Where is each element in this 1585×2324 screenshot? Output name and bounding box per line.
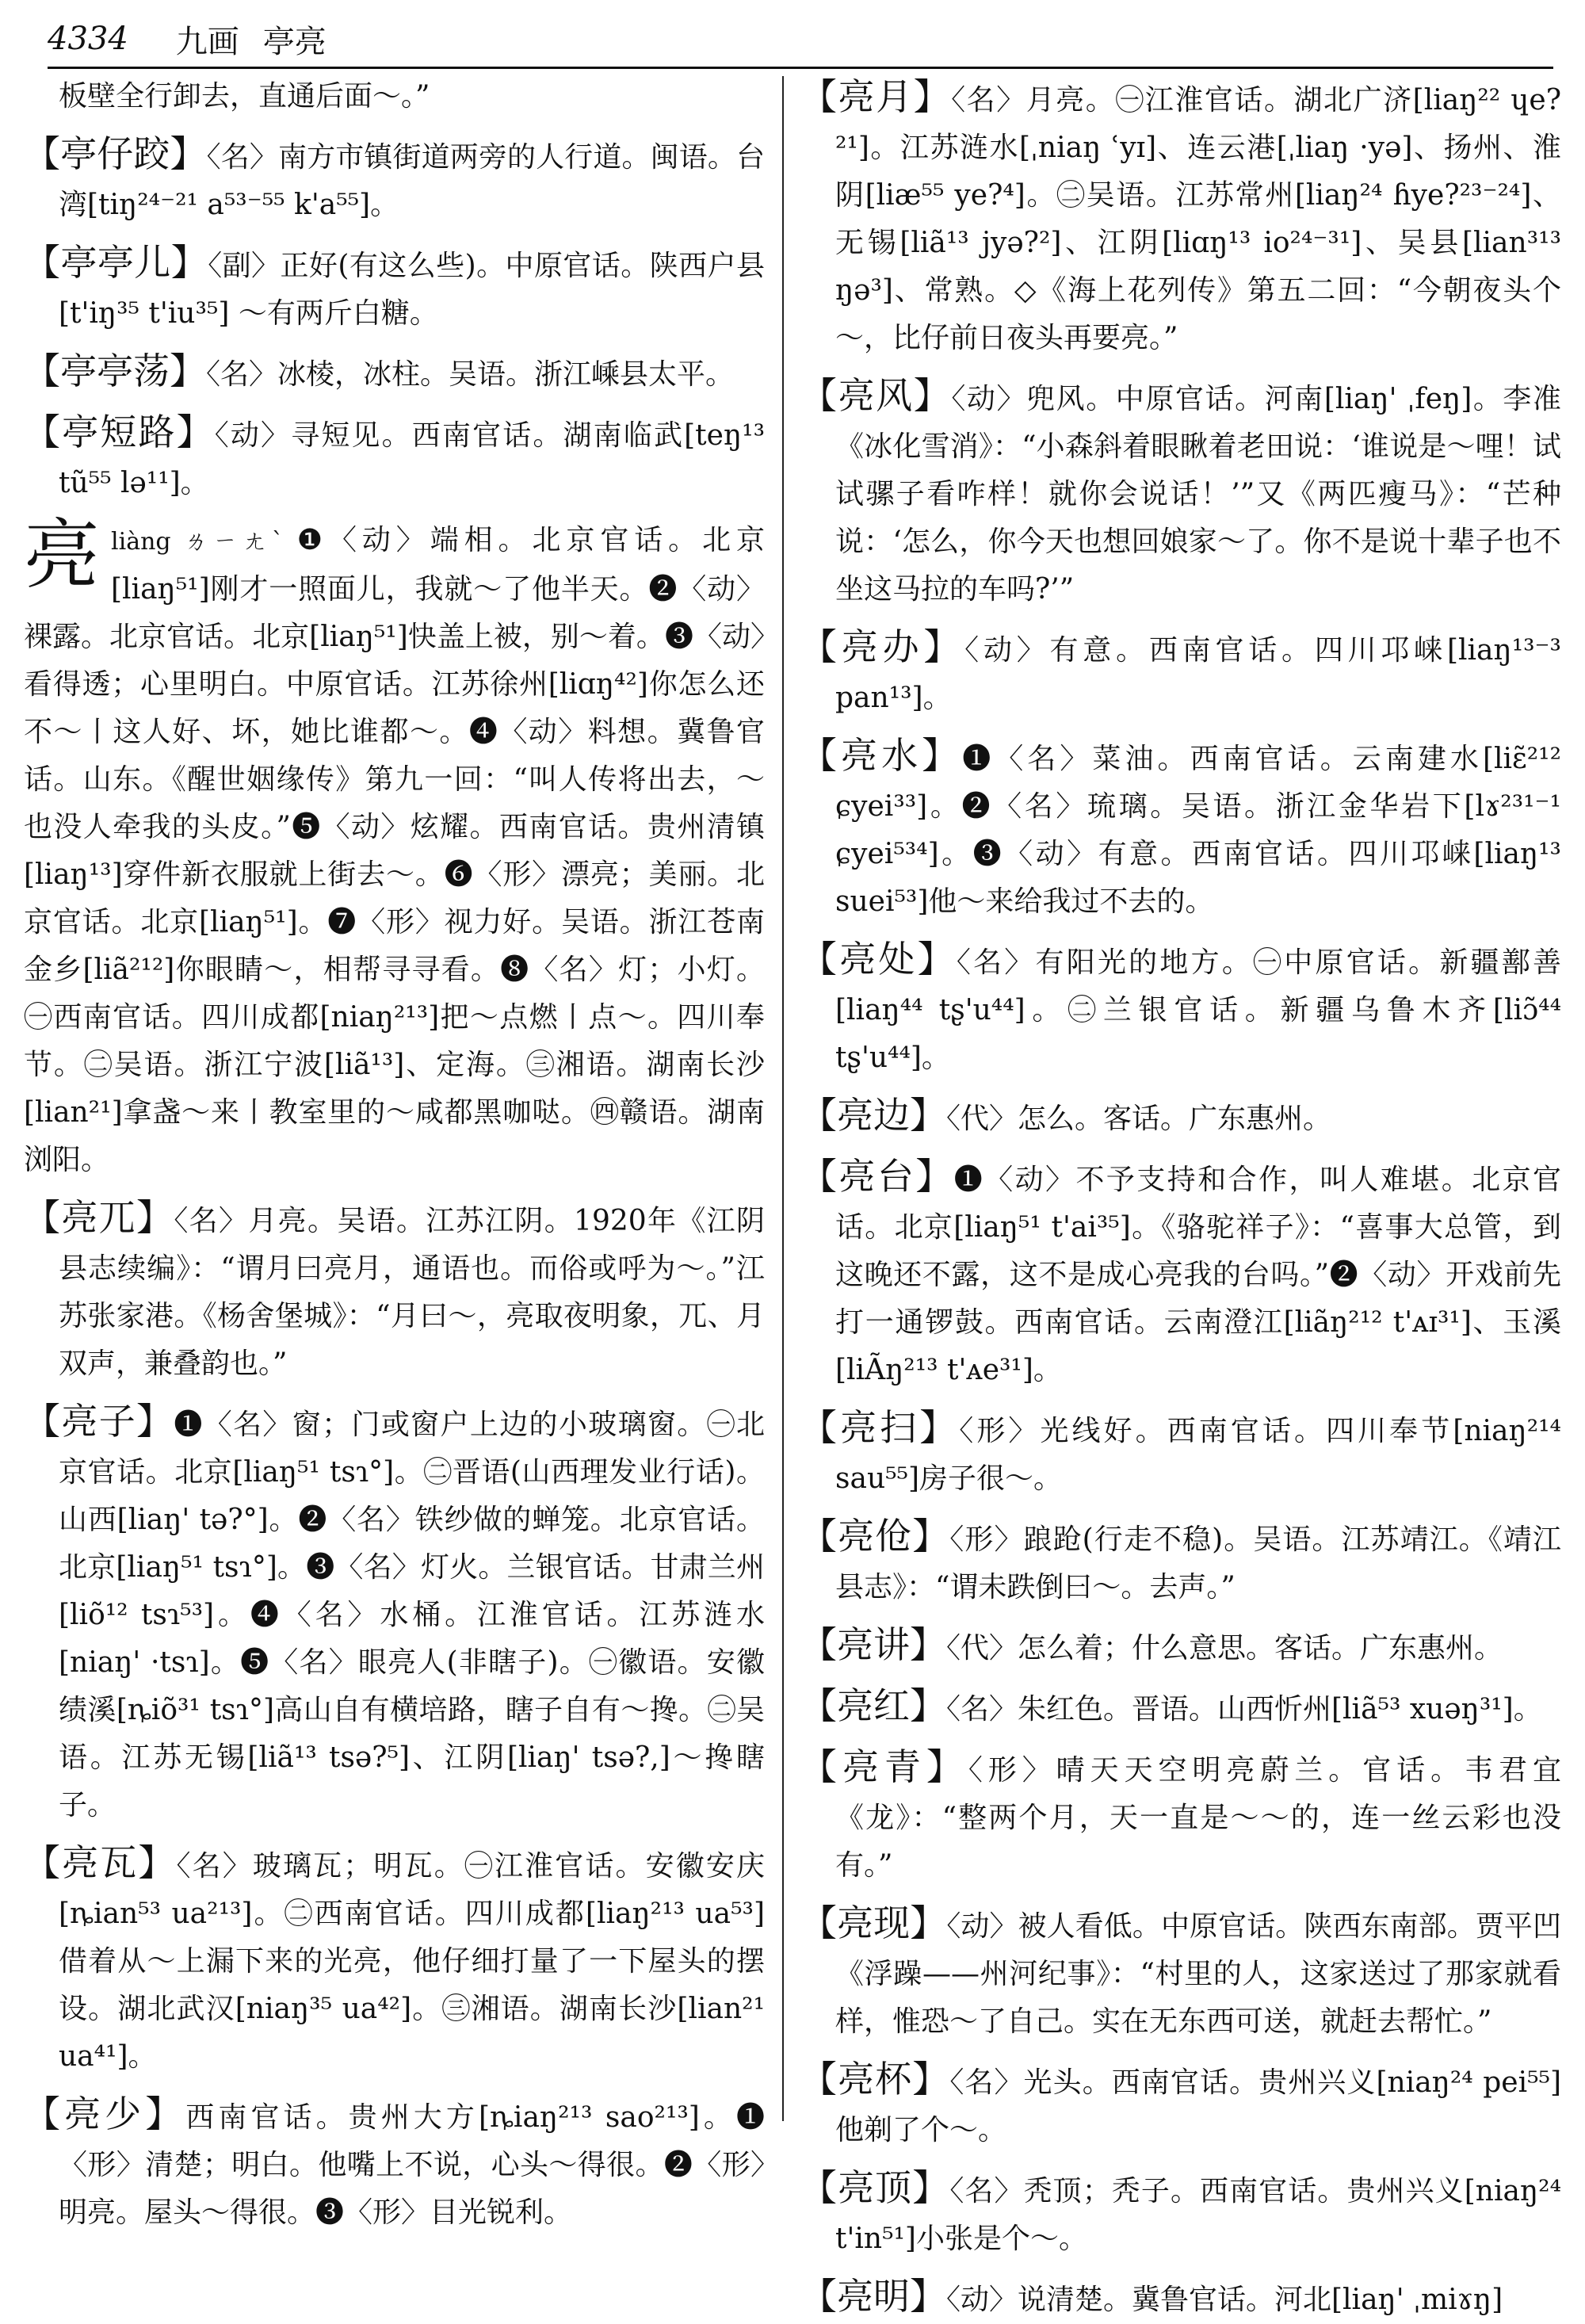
entry-definition: 〈名〉月亮。吴语。江苏江阴。1920年《江阴县志续编》：“谓月曰亮月，通语也。而俗或呼为～。”江苏张家港。《杨舍堡城》：“月曰～，亮取夜明象，兀、月双声，兼叠韵也。”	[59, 1205, 765, 1380]
entry-headword: 【亭短路】	[24, 411, 215, 453]
entry-headword: 【亭亭荡】	[24, 350, 206, 392]
entry-headword: 【亮子】	[24, 1400, 174, 1443]
page-number: 4334	[48, 21, 128, 57]
dictionary-entry	[24, 408, 765, 507]
dictionary-entry	[24, 130, 765, 229]
entry-headword: 【亮瓦】	[24, 1841, 177, 1884]
dictionary-entry	[800, 2055, 1561, 2154]
dictionary-entry	[24, 1839, 765, 2081]
dictionary-entry	[800, 1682, 1561, 1733]
dictionary-entry	[800, 73, 1561, 362]
entry-definition: 〈名〉南方市镇街道两旁的人行道。闽语。台湾[tiŋ²⁴⁻²¹ a⁵³⁻⁵⁵ k'a⁵⁵]。	[59, 141, 765, 221]
dictionary-entry	[24, 239, 765, 338]
entry-definition: 〈形〉晴天天空明亮蔚兰。官话。韦君宜《龙》：“整两个月，天一直是～～的，连一丝云彩也没有。”	[835, 1754, 1561, 1882]
head-character-definition: ❶〈动〉端相。北京官话。北京[liaŋ⁵¹]刚才一照面儿，我就～了他半天。❷〈动〉裸露。北京官话。北京[liaŋ⁵¹]快盖上被，别～着。❸〈动〉看得透；心里明白。中原官话。江苏徐州[liɑŋ⁴²]你怎么还不～丨这人好、坏，她比谁都～。❹〈动〉料想。冀鲁官话。山东。《醒世姻缘传》第九一回：“叫人传将出去，～也没人牵我的头皮。”❺〈动〉炫耀。西南官话。贵州清镇[liaŋ¹³]穿件新衣服就上街去～。❻〈形〉漂亮；美丽。北京官话。北京[liaŋ⁵¹]。❼〈形〉视力好。吴语。浙江苍南金乡[liã²¹²]你眼睛～，相帮寻寻看。❽〈名〉灯；小灯。㊀西南官话。四川成都[niaŋ²¹³]把～点燃丨点～。四川奉节。㊁吴语。浙江宁波[liã¹³]、定海。㊂湘语。湖南长沙[lian²¹]拿盏～来丨教室里的～咸都黑咖哒。㊃赣语。湖南浏阳。	[24, 524, 765, 1176]
entry-definition: 〈名〉朱红色。晋语。山西忻州[liã⁵³ xuəŋ³¹]。	[946, 1693, 1542, 1726]
entry-headword: 【亮现】	[800, 1902, 947, 1944]
entry-definition: 〈名〉光头。西南官话。贵州兴义[niaŋ²⁴ pei⁵⁵]他剃了个～。	[835, 2066, 1561, 2146]
entry-definition: ❶〈名〉窗；门或窗户上边的小玻璃窗。㊀北京官话。北京[liaŋ⁵¹ tsɿ°]。㊁晋语(山西理发业行话)。山西[liaŋ' tə?°]。❷〈名〉铁纱做的蝉笼。北京官话。北京[liaŋ⁵¹ tsɿ°]。❸〈名〉灯火。兰银官话。甘肃兰州[liõ¹² tsɿ⁵³]。❹〈名〉水桶。江淮官话。江苏涟水[niaŋ' ·tsɿ]。❺〈名〉眼亮人(非瞎子)。㊀徽语。安徽绩溪[ȵiõ³¹ tsɿ°]高山自有横培路，瞎子自有～搀。㊁吴语。江苏无锡[liã¹³ tsə?⁵]、江阴[liaŋ' tsə?,]～搀瞎子。	[59, 1409, 765, 1821]
entry-headword: 【亮兀】	[24, 1196, 174, 1239]
dictionary-entry	[800, 1621, 1561, 1672]
entry-definition: 〈名〉秃顶；秃子。西南官话。贵州兴义[niaŋ²⁴ t'in⁵¹]小张是个～。	[835, 2175, 1562, 2255]
dictionary-entry	[800, 1404, 1561, 1503]
right-column	[800, 73, 1562, 2318]
entry-definition: 西南官话。贵州大方[ȵiaŋ²¹³ sao²¹³]。❶〈形〉清楚；明白。他嘴上不说，心头～得很。❷〈形〉明亮。屋头～得很。❸〈形〉目光锐利。	[59, 2101, 765, 2229]
entry-headword: 【亮红】	[800, 1684, 946, 1727]
entry-definition: 〈动〉被人看低。中原官话。陕西东南部。贾平凹《浮躁——州河纪事》：“村里的人，这家送过了那家就看样，惟恐～了自己。实在无东西可送，就赶去帮忙。”	[835, 1910, 1561, 2038]
entry-definition: 〈代〉怎么着；什么意思。客话。广东惠州。	[946, 1632, 1503, 1665]
dictionary-entry	[800, 732, 1561, 926]
entry-definition: 〈形〉光线好。西南官话。四川奉节[niaŋ²¹⁴ sau⁵⁵]房子很～。	[835, 1415, 1561, 1495]
entry-headword: 【亮伧】	[800, 1515, 950, 1558]
entry-definition: 〈形〉踉跄(行走不稳)。吴语。江苏靖江。《靖江县志》：“谓未跌倒曰～。去声。”	[835, 1523, 1562, 1603]
entry-headword: 【亮少】	[24, 2093, 186, 2135]
entry-headword: 【亮青】	[800, 1745, 968, 1788]
entry-headword: 【亮处】	[800, 938, 957, 980]
dictionary-entry	[800, 1743, 1561, 1890]
entry-headword: 【亮顶】	[800, 2166, 950, 2209]
entry-definition: 〈名〉有阳光的地方。㊀中原官话。新疆鄯善[liaŋ⁴⁴ tʂ'u⁴⁴]。㊁兰银官话。新疆乌鲁木齐[liɔ̃⁴⁴ tʂ'u⁴⁴]。	[835, 946, 1561, 1074]
dictionary-entry	[800, 1091, 1561, 1143]
dictionary-entry	[24, 1194, 765, 1388]
entry-definition: 〈动〉说清楚。冀鲁官话。河北[liaŋ' ˌmiɤŋ]	[946, 2284, 1503, 2316]
entry-definition: ❶〈名〉菜油。西南官话。云南建水[liɛ̃²¹² ɕyei³³]。❷〈名〉琉璃。吴语。浙江金华岩下[lɤ²³¹⁻¹ ɕyei⁵³⁴]。❸〈动〉有意。西南官话。四川邛崃[liaŋ¹³ suei⁵³]他～来给我过不去的。	[835, 743, 1561, 918]
dictionary-entry	[800, 623, 1561, 722]
entry-headword: 【亮明】	[800, 2275, 946, 2318]
entry-headword: 【亭仔跤】	[24, 132, 207, 175]
entry-definition: 〈动〉寻短见。西南官话。湖南临武[teŋ¹³ tũ⁵⁵ lə¹¹]。	[59, 419, 765, 499]
dictionary-entry	[800, 1152, 1561, 1394]
dictionary-entry	[800, 1899, 1561, 2046]
entry-headword: 【亮风】	[800, 374, 952, 417]
continuation-text: 板壁全行卸去，直通后面～。”	[59, 80, 430, 113]
entry-headword: 【亮扫】	[800, 1406, 960, 1449]
entry-headword: 【亮台】	[800, 1155, 954, 1198]
head-character-entry	[24, 510, 765, 1184]
entry-headword: 【亮月】	[800, 75, 952, 118]
column-divider	[782, 76, 784, 2121]
dictionary-entry	[24, 2090, 765, 2237]
left-column	[24, 73, 766, 2229]
entry-definition: 〈名〉玻璃瓦；明瓦。㊀江淮官话。安徽安庆[ȵian⁵³ ua²¹³]。㊁西南官话。四川成都[liaŋ²¹³ ua⁵³]借着从～上漏下来的光亮，他仔细打量了一下屋头的摆设。湖北武汉[niaŋ³⁵ ua⁴²]。㊂湘语。湖南长沙[lian²¹ ua⁴¹]。	[59, 1850, 765, 2073]
entry-headword: 【亭亭儿】	[24, 241, 208, 284]
head-character: 亮	[24, 510, 100, 599]
dictionary-entry	[24, 347, 765, 399]
entry-definition: 〈名〉月亮。㊀江淮官话。湖北广济[liaŋ²² ɥe?²¹]。江苏涟水[ˌniaŋ ʿyɪ]、连云港[ˌliaŋ ·yə]、扬州、淮阴[liæ⁵⁵ ye?⁴]。㊁吴语。江苏常州[liaŋ²⁴ ɦye?²³⁻²⁴]、无锡[liã¹³ jyə?²]、江阴[liɑŋ¹³ io²⁴⁻³¹]、吴县[lian³¹³ ŋə³]、常熟。◇《海上花列传》第五二回：“今朝夜头个～，比仔前日夜头再要亮。”	[835, 84, 1562, 354]
entry-definition: 〈副〉正好(有这么些)。中原官话。陕西户县[t'iŋ³⁵ t'iu³⁵] ～有两斤白糖。	[59, 250, 766, 330]
header-entries: 亭亮	[262, 23, 327, 60]
entry-headword: 【亮边】	[800, 1094, 946, 1137]
entry-definition: 〈名〉冰棱，冰柱。吴语。浙江嵊县太平。	[206, 358, 735, 391]
entry-headword: 【亮杯】	[800, 2058, 950, 2100]
header-section: 九画	[175, 23, 239, 60]
entry-definition: 〈动〉兜风。中原官话。河南[liaŋ' ˌfeŋ]。李准《冰化雪消》：“小森斜着眼瞅着老田说：‘谁说是～哩！试试骡子看咋样！就你会说话！’”又《两匹瘦马》：“芒种说：‘怎么，你今天也想回娘家～了。你不是说十辈子也不坐这马拉的车吗?’”	[835, 383, 1561, 606]
entry-headword: 【亮办】	[800, 625, 965, 668]
entry-headword: 【亮水】	[800, 734, 963, 777]
dictionary-entry	[800, 372, 1561, 613]
dictionary-entry	[800, 2272, 1561, 2324]
dictionary-entry	[800, 1512, 1561, 1611]
dictionary-entry	[24, 1397, 765, 1829]
head-character-pinyin: liàng ㄌㄧㄤˋ	[111, 528, 289, 556]
entry-headword: 【亮讲】	[800, 1623, 946, 1666]
entry-definition: 〈代〉怎么。客话。广东惠州。	[946, 1103, 1332, 1135]
entry-definition: ❶〈动〉不予支持和合作，叫人难堪。北京官话。北京[liaŋ⁵¹ t'ai³⁵]。《骆驼祥子》：“喜事大总管，到这晚还不露，这不是成心亮我的台吗。”❷〈动〉开戏前先打一通锣鼓。西南官话。云南澄江[liãŋ²¹² t'ᴀɪ³¹]、玉溪[liÃŋ²¹³ t'ᴀe³¹]。	[835, 1164, 1561, 1386]
dictionary-entry	[800, 2164, 1561, 2263]
page-header	[48, 11, 1553, 69]
entry-definition: 〈动〉有意。西南官话。四川邛崃[liaŋ¹³⁻³ pan¹³]。	[835, 634, 1561, 714]
dictionary-entry	[800, 935, 1561, 1082]
